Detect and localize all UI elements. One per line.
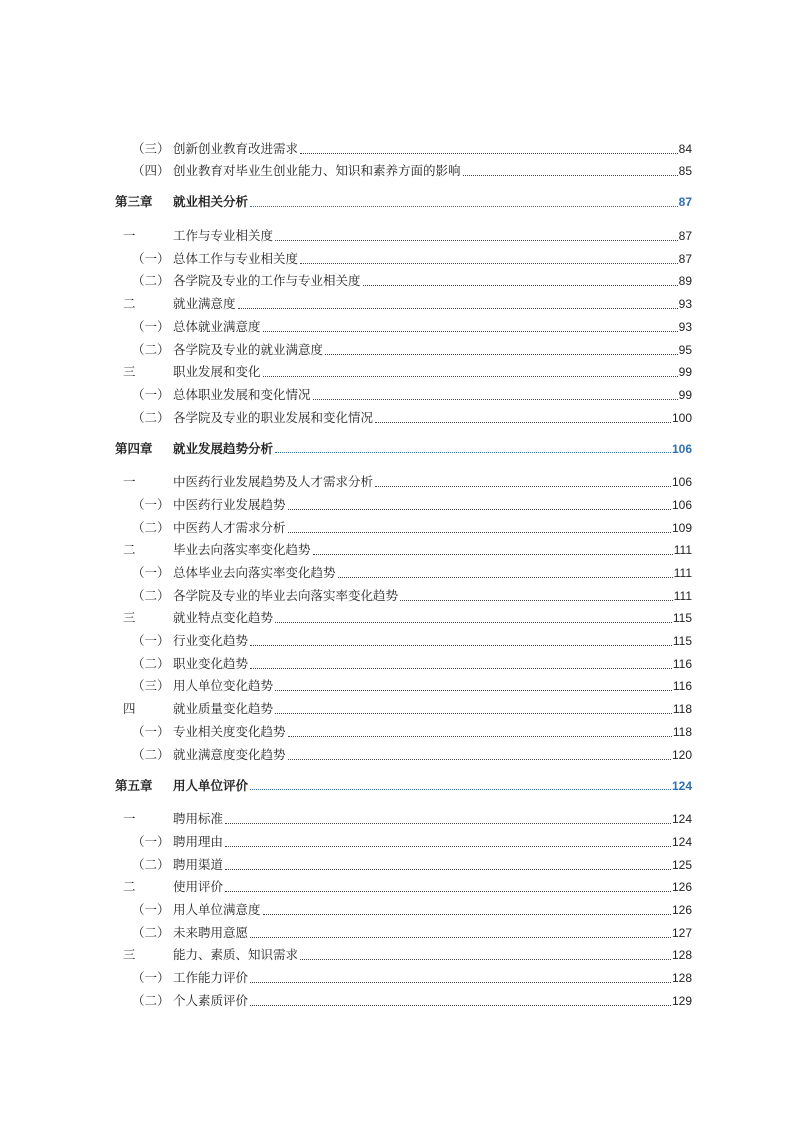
toc-entry-number: 三 [123, 610, 136, 626]
toc-page-number: 84 [678, 141, 692, 156]
toc-dot-leader [288, 509, 671, 510]
toc-page-number: 111 [673, 588, 692, 603]
toc-entry[interactable] [115, 604, 692, 627]
toc-dot-leader [263, 376, 678, 377]
toc-entry-number: （一） [132, 633, 170, 649]
toc-dot-leader [463, 175, 678, 176]
toc-entry-title: 就业特点变化趋势 [173, 610, 274, 626]
toc-entry-title: 就业发展趋势分析 [173, 440, 274, 456]
toc-page-number: 116 [672, 656, 692, 671]
toc-entry-number: 二 [123, 542, 136, 558]
toc-entry-title: 用人单位评价 [173, 777, 249, 793]
toc-dot-leader [275, 452, 671, 453]
toc-entry[interactable] [115, 694, 692, 717]
toc-dot-leader [400, 600, 673, 601]
toc-entry[interactable] [115, 468, 692, 491]
toc-page-number: 129 [671, 993, 692, 1008]
toc-entry[interactable] [115, 986, 692, 1009]
toc-entry-number: （二） [132, 746, 170, 762]
toc-entry[interactable] [115, 672, 692, 695]
toc-entry-number: （二） [132, 924, 170, 940]
toc-dot-leader [313, 554, 673, 555]
toc-chapter-entry[interactable] [115, 771, 692, 801]
toc-entry-title: 总体毕业去向落实率变化趋势 [173, 565, 336, 580]
toc-entry-number: 三 [123, 364, 136, 380]
toc-page-number: 126 [671, 902, 692, 917]
toc-entry-title: 总体就业满意度 [173, 318, 261, 334]
toc-entry-title: 工作能力评价 [173, 970, 249, 985]
toc-entry-number: （四） [132, 163, 170, 179]
toc-chapter-entry[interactable] [115, 434, 692, 464]
toc-entry-number: 第四章 [115, 440, 153, 456]
toc-entry-number: 一 [123, 811, 136, 827]
toc-entry-title: 未来聘用意愿 [173, 924, 249, 940]
toc-dot-leader [363, 285, 678, 286]
toc-entry-title: 总体职业发展和变化情况 [173, 386, 311, 402]
toc-page-number: 93 [678, 297, 692, 312]
toc-dot-leader [250, 1005, 671, 1006]
toc-page-number: 111 [673, 543, 692, 558]
toc-entry[interactable] [115, 289, 692, 312]
toc-page-number: 118 [672, 702, 692, 717]
toc-entry[interactable] [115, 717, 692, 740]
toc-page-number: 125 [671, 857, 692, 872]
toc-dot-leader [275, 240, 678, 241]
toc-entry-title: 各学院及专业的毕业去向落实率变化趋势 [173, 587, 399, 603]
toc-entry-title: 就业质量变化趋势 [173, 701, 274, 717]
toc-entry-title: 用人单位变化趋势 [173, 678, 274, 694]
toc-page-number: 111 [673, 566, 692, 580]
toc-dot-leader [313, 399, 678, 400]
toc-entry-number: （二） [132, 519, 170, 535]
toc-entry-title: 能力、素质、知识需求 [173, 947, 299, 963]
toc-dot-leader [375, 422, 671, 423]
toc-page-number: 87 [678, 195, 692, 210]
toc-page-number: 116 [672, 679, 692, 694]
toc-page-number: 124 [671, 812, 692, 827]
toc-page-number: 85 [678, 164, 692, 179]
toc-dot-leader [225, 869, 671, 870]
toc-entry-title: 创新创业教育改进需求 [173, 140, 299, 156]
toc-dot-leader [325, 354, 678, 355]
toc-page-number: 100 [671, 410, 692, 425]
toc-dot-leader [225, 891, 671, 892]
toc-page-number: 87 [678, 251, 692, 266]
toc-entry[interactable] [115, 380, 692, 403]
toc-dot-leader [300, 263, 678, 264]
toc-dot-leader [288, 532, 671, 533]
toc-entry[interactable] [115, 895, 692, 918]
toc-page-number: 89 [678, 274, 692, 289]
toc-page-number: 128 [671, 948, 692, 963]
toc-dot-leader [225, 823, 671, 824]
toc-entry-number: （一） [132, 565, 170, 580]
toc-entry-number: 第三章 [115, 194, 153, 210]
toc-entry[interactable] [115, 157, 692, 180]
toc-page-number: 106 [671, 475, 692, 490]
toc-dot-leader [375, 486, 671, 487]
toc-entry[interactable] [115, 312, 692, 335]
toc-page-number: 124 [671, 834, 692, 849]
toc-entry-title: 就业相关分析 [173, 194, 249, 210]
toc-entry-number: （一） [132, 901, 170, 917]
toc-page-number: 118 [672, 724, 692, 739]
toc-page-number: 95 [678, 342, 692, 357]
toc-dot-leader [300, 959, 671, 960]
toc-entry-title: 个人素质评价 [173, 992, 249, 1008]
toc-entry[interactable] [115, 558, 692, 581]
toc-entry[interactable] [115, 649, 692, 672]
toc-dot-leader [250, 645, 672, 646]
toc-entry[interactable] [115, 490, 692, 513]
toc-dot-leader [288, 736, 672, 737]
toc-entry-number: （二） [132, 587, 170, 603]
toc-entry-title: 职业发展和变化 [173, 364, 261, 380]
toc-entry-number: （三） [132, 678, 170, 694]
toc-entry[interactable] [115, 244, 692, 267]
toc-entry-number: （二） [132, 856, 170, 872]
toc-entry-number: （一） [132, 723, 170, 739]
toc-entry-number: （二） [132, 409, 170, 425]
toc-entry-title: 中医药行业发展趋势 [173, 496, 286, 512]
toc-dot-leader [250, 206, 678, 207]
toc-page-number: 120 [671, 747, 692, 762]
toc-dot-leader [225, 846, 671, 847]
toc-entry-number: （二） [132, 273, 170, 289]
toc-entry-title: 行业变化趋势 [173, 633, 249, 649]
toc-entry-number: （一） [132, 496, 170, 512]
toc-dot-leader [275, 690, 672, 691]
toc-entry-number: 一 [123, 474, 136, 490]
toc-entry-title: 就业满意度变化趋势 [173, 746, 286, 762]
toc-dot-leader [288, 759, 671, 760]
toc-entry[interactable] [115, 335, 692, 358]
toc-dot-leader [250, 982, 671, 983]
toc-entry-number: （二） [132, 992, 170, 1008]
toc-entry[interactable] [115, 358, 692, 381]
toc-entry-title: 创业教育对毕业生创业能力、知识和素养方面的影响 [173, 163, 461, 179]
toc-page-number: 99 [678, 387, 692, 402]
toc-dot-leader [263, 331, 678, 332]
toc-page-number: 126 [671, 880, 692, 895]
toc-entry-number: 二 [123, 296, 136, 312]
table-of-contents [115, 134, 692, 1009]
toc-entry-number: （二） [132, 655, 170, 671]
toc-entry[interactable] [115, 850, 692, 873]
toc-entry-title: 中医药行业发展趋势及人才需求分析 [173, 474, 374, 490]
toc-entry-number: 二 [123, 879, 136, 895]
toc-dot-leader [275, 622, 672, 623]
toc-dot-leader [238, 308, 678, 309]
toc-entry[interactable] [115, 267, 692, 290]
toc-entry-title: 毕业去向落实率变化趋势 [173, 542, 311, 558]
toc-entry-title: 总体工作与专业相关度 [173, 250, 299, 266]
toc-entry[interactable] [115, 581, 692, 604]
toc-entry[interactable] [115, 805, 692, 828]
toc-page-number: 127 [671, 925, 692, 940]
toc-entry-title: 用人单位满意度 [173, 901, 261, 917]
toc-entry[interactable] [115, 134, 692, 157]
toc-entry-title: 各学院及专业的就业满意度 [173, 341, 324, 357]
toc-entry-number: （一） [132, 318, 170, 334]
toc-page-number: 115 [672, 611, 692, 626]
toc-entry[interactable] [115, 740, 692, 763]
toc-entry-title: 各学院及专业的工作与专业相关度 [173, 273, 361, 289]
toc-entry[interactable] [115, 963, 692, 986]
toc-page-number: 106 [671, 441, 692, 456]
toc-entry-title: 专业相关度变化趋势 [173, 723, 286, 739]
toc-page-number: 124 [671, 778, 692, 793]
toc-dot-leader [263, 914, 671, 915]
toc-page-number: 99 [678, 365, 692, 380]
toc-entry-number: （一） [132, 250, 170, 266]
toc-entry-title: 聘用标准 [173, 811, 224, 827]
toc-page-number: 109 [671, 520, 692, 535]
toc-entry-number: 三 [123, 947, 136, 963]
toc-dot-leader [275, 713, 672, 714]
toc-entry[interactable] [115, 536, 692, 559]
toc-entry-title: 各学院及专业的职业发展和变化情况 [173, 409, 374, 425]
toc-entry-title: 中医药人才需求分析 [173, 519, 286, 535]
toc-entry[interactable] [115, 221, 692, 244]
toc-page-number: 115 [672, 634, 692, 649]
toc-entry-number: 第五章 [115, 777, 153, 793]
toc-chapter-entry[interactable] [115, 187, 692, 217]
toc-page-number: 93 [678, 319, 692, 334]
toc-entry-number: 四 [123, 701, 136, 717]
toc-dot-leader [338, 577, 673, 578]
toc-dot-leader [250, 668, 672, 669]
toc-entry-title: 聘用渠道 [173, 856, 224, 872]
toc-entry-number: （一） [132, 386, 170, 402]
toc-entry-title: 就业满意度 [173, 296, 236, 312]
toc-page-number: 87 [678, 229, 692, 244]
toc-entry-number: （一） [132, 970, 170, 985]
toc-entry-title: 聘用理由 [173, 833, 224, 849]
toc-entry[interactable] [115, 513, 692, 536]
toc-entry[interactable] [115, 626, 692, 649]
toc-entry-number: （三） [132, 140, 170, 156]
toc-entry-title: 职业变化趋势 [173, 655, 249, 671]
toc-dot-leader [300, 153, 678, 154]
toc-page-number: 128 [671, 971, 692, 985]
toc-dot-leader [250, 789, 671, 790]
toc-entry-number: 一 [123, 228, 136, 244]
toc-entry[interactable] [115, 873, 692, 896]
toc-entry-title: 工作与专业相关度 [173, 228, 274, 244]
toc-entry[interactable] [115, 403, 692, 426]
toc-entry[interactable] [115, 941, 692, 964]
toc-entry-number: （一） [132, 833, 170, 849]
toc-entry-title: 使用评价 [173, 879, 224, 895]
toc-entry[interactable] [115, 827, 692, 850]
toc-entry[interactable] [115, 918, 692, 941]
toc-page-number: 106 [671, 497, 692, 512]
toc-entry-number: （二） [132, 341, 170, 357]
toc-dot-leader [250, 937, 671, 938]
